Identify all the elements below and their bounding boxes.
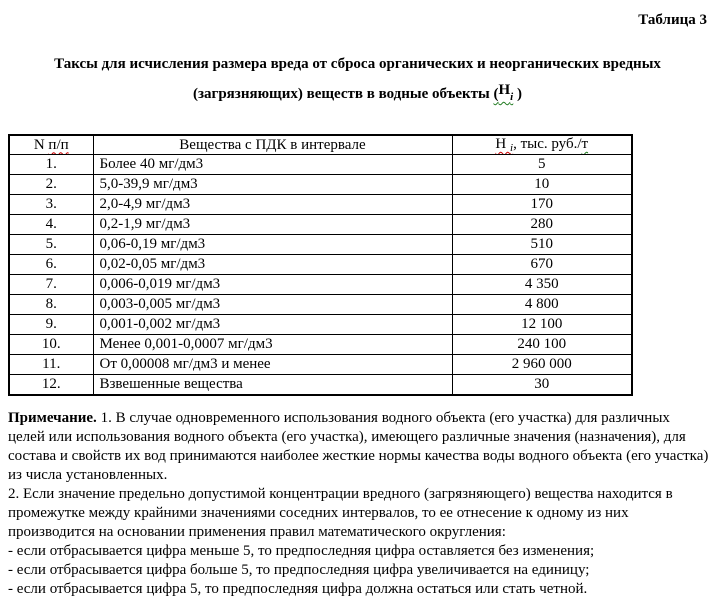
rate-cell: 670 xyxy=(452,255,632,275)
note-item-2: 2. Если значение предельно допустимой концентрации вредного (загрязняющего) вещества находится в промежутке между крайними значениями соседних интервалов, то ее отнесение к одному из них производится на основании применения правил математического округления: xyxy=(8,486,673,540)
document-title xyxy=(8,51,707,110)
table-row xyxy=(9,375,632,396)
header-rate-symbol: Н $_i$ xyxy=(495,136,514,154)
notes-label: Примечание. xyxy=(8,410,97,426)
rate-cell: 170 xyxy=(452,195,632,215)
table-row xyxy=(9,235,632,255)
table-row xyxy=(9,355,632,375)
header-rate-unit-flagged: т xyxy=(581,136,589,152)
header-number-flagged-text: п/п xyxy=(48,136,69,153)
rate-cell: 2 960 000 xyxy=(452,355,632,375)
substance-cell: От 0,00008 мг/дм3 и менее xyxy=(93,355,452,375)
rate-cell: 4 800 xyxy=(452,295,632,315)
title-line-1: Таксы для исчисления размера вреда от сброса органических и неорганических вредных xyxy=(54,56,661,72)
substance-cell: 0,02-0,05 мг/дм3 xyxy=(93,255,452,275)
rate-cell: 280 xyxy=(452,215,632,235)
row-number-cell: 3. xyxy=(9,195,93,215)
substance-cell: 0,001-0,002 мг/дм3 xyxy=(93,315,452,335)
row-number-cell: 2. xyxy=(9,175,93,195)
substance-cell: Менее 0,001-0,0007 мг/дм3 xyxy=(93,335,452,355)
row-number-cell: 8. xyxy=(9,295,93,315)
row-number-cell: 12. xyxy=(9,375,93,396)
notes-section xyxy=(8,409,710,599)
rates-table xyxy=(8,134,633,396)
formula-subscript-i: i xyxy=(510,91,514,103)
formula-symbol-H: Н xyxy=(498,82,511,98)
table-caption-label: Таблица 3 xyxy=(638,12,707,28)
substance-cell: 5,0-39,9 мг/дм3 xyxy=(93,175,452,195)
table-header-row xyxy=(9,135,632,155)
title-line-2 xyxy=(8,77,707,110)
note-bullet-2: - если отбрасывается цифра больше 5, то предпоследняя цифра увеличивается на единицу; xyxy=(8,562,590,578)
substance-cell: 2,0-4,9 мг/дм3 xyxy=(93,195,452,215)
column-header-rate: Н $_i$, тыс. руб./т xyxy=(452,135,632,155)
title-line-2-text: (загрязняющих) веществ в водные объекты xyxy=(193,86,494,102)
substance-cell: 0,2-1,9 мг/дм3 xyxy=(93,215,452,235)
row-number-cell: 9. xyxy=(9,315,93,335)
title-formula xyxy=(493,82,514,103)
column-header-substance: Вещества с ПДК в интервале xyxy=(93,135,452,155)
formula-close-paren: ) xyxy=(513,86,522,102)
note-bullet-1: - если отбрасывается цифра меньше 5, то предпоследняя цифра оставляется без изменения; xyxy=(8,543,595,559)
rate-cell: 10 xyxy=(452,175,632,195)
rate-table-body xyxy=(9,135,632,395)
row-number-cell: 11. xyxy=(9,355,93,375)
row-number-cell: 10. xyxy=(9,335,93,355)
table-row xyxy=(9,215,632,235)
substance-cell: Взвешенные вещества xyxy=(93,375,452,396)
note-item-1-text: 1. В случае одновременного использования водного объекта (его участка) для различных целей или использования водного объекта (его участка), имеющего различные значения (назначения), для состава и свойств их вод принимаются наиболее жесткие нормы качества воды водного объекта (его участка) из числа установленных. xyxy=(8,410,709,483)
table-row xyxy=(9,315,632,335)
table-row xyxy=(9,255,632,275)
rate-cell: 240 100 xyxy=(452,335,632,355)
table-row xyxy=(9,335,632,355)
substance-cell: 0,06-0,19 мг/дм3 xyxy=(93,235,452,255)
rate-cell: 510 xyxy=(452,235,632,255)
table-row xyxy=(9,175,632,195)
substance-cell: Более 40 мг/дм3 xyxy=(93,155,452,175)
table-row xyxy=(9,195,632,215)
note-item-1 xyxy=(8,409,710,485)
note-bullet-3: - если отбрасывается цифра 5, то предпоследняя цифра должна остаться или стать четной. xyxy=(8,581,588,597)
table-row xyxy=(9,275,632,295)
table-row xyxy=(9,155,632,175)
row-number-cell: 5. xyxy=(9,235,93,255)
formula-open-paren: ( xyxy=(493,86,499,102)
substance-cell: 0,003-0,005 мг/дм3 xyxy=(93,295,452,315)
rate-cell: 4 350 xyxy=(452,275,632,295)
substance-cell: 0,006-0,019 мг/дм3 xyxy=(93,275,452,295)
rate-cell: 12 100 xyxy=(452,315,632,335)
row-number-cell: 7. xyxy=(9,275,93,295)
rate-cell: 5 xyxy=(452,155,632,175)
column-header-number: N п/п xyxy=(9,135,93,155)
row-number-cell: 4. xyxy=(9,215,93,235)
rate-cell: 30 xyxy=(452,375,632,396)
row-number-cell: 6. xyxy=(9,255,93,275)
table-row xyxy=(9,295,632,315)
row-number-cell: 1. xyxy=(9,155,93,175)
